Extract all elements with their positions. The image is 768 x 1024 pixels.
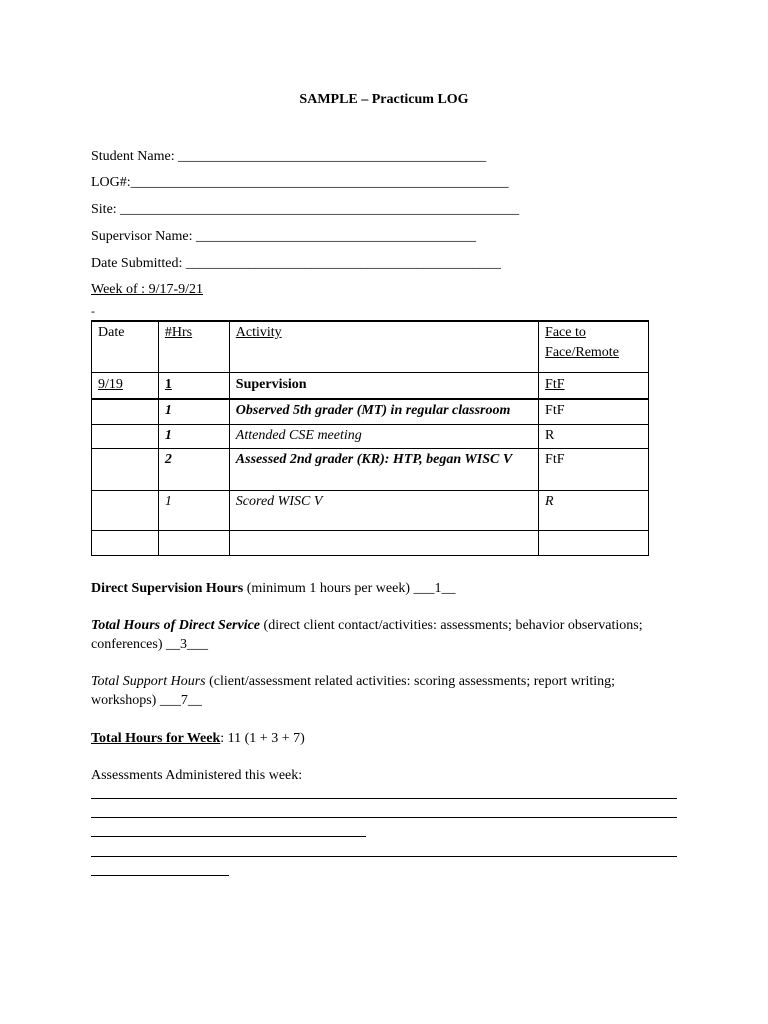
table-header-row [92,321,649,373]
blank-line [91,798,677,799]
cell-date: 9/19 [92,373,159,400]
cell-hrs: 1 [158,425,229,449]
cell-date [92,491,159,531]
cell-mode: FtF [539,449,649,491]
cell-hrs [158,531,229,556]
cell-date [92,449,159,491]
cell-activity: Supervision [229,373,538,400]
table-row [92,491,649,531]
table-row [92,531,649,556]
practicum-log-table [91,320,649,556]
assessments-label: Assessments Administered this week: [91,768,303,783]
direct-supervision-hours [91,579,681,598]
supervisor-name-field: Supervisor Name: ________________________________________ [91,229,476,244]
cell-mode: FtF [539,373,649,400]
table-row [92,449,649,491]
direct-supervision-text: (minimum 1 hours per week) ___1__ [243,581,456,596]
site-field: Site: _________________________________________________________ [91,202,520,217]
cell-activity: Attended CSE meeting [229,425,538,449]
cell-date [92,425,159,449]
cell-mode: R [539,425,649,449]
cell-mode [539,531,649,556]
cell-hrs: 1 [158,399,229,425]
page-title: SAMPLE – Practicum LOG [299,92,469,107]
direct-service-label: Total Hours of Direct Service [91,618,261,633]
header-date: Date [92,321,159,373]
support-text: (client/assessment related activities: scoring assessments; report writing; workshops) ___7__ [91,674,616,708]
direct-service-hours [91,616,681,654]
table-row [92,425,649,449]
week-of-field: Week of : 9/17-9/21 [91,282,204,297]
header-activity: Activity [229,321,538,373]
log-number-field: LOG#:______________________________________________________ [91,175,509,190]
table-row [92,373,649,400]
student-name-field: Student Name: ____________________________________________ [91,149,487,164]
cell-hrs: 1 [158,373,229,400]
cell-date [92,531,159,556]
cell-mode: FtF [539,399,649,425]
header-mode-line1: Face to [545,325,586,340]
cell-date [92,399,159,425]
direct-supervision-label: Direct Supervision Hours [91,581,244,596]
cell-hrs: 1 [158,491,229,531]
header-mode [539,321,649,373]
blank-line [91,817,677,818]
blank-line [91,875,229,876]
cell-activity: Scored WISC V [229,491,538,531]
cell-activity [229,531,538,556]
direct-service-text: (direct client contact/activities: assessments; behavior observations; conferences) __3___ [91,618,643,652]
cell-activity: Observed 5th grader (MT) in regular classroom [229,399,538,425]
header-mode-line2: Face/Remote [545,345,619,360]
cell-hrs: 2 [158,449,229,491]
total-label: Total Hours for Week [91,731,221,746]
total-text: : 11 (1 + 3 + 7) [220,731,305,746]
stray-mark: - [91,304,95,318]
total-hours [91,729,681,748]
header-hrs: #Hrs [158,321,229,373]
cell-activity: Assessed 2nd grader (KR): HTP, began WISC V [229,449,538,491]
table-row [92,399,649,425]
blank-line [91,856,677,857]
date-submitted-field: Date Submitted: _____________________________________________ [91,256,501,271]
blank-line [91,836,366,837]
support-label: Total Support Hours [91,674,206,689]
cell-mode: R [539,491,649,531]
support-hours [91,672,681,710]
